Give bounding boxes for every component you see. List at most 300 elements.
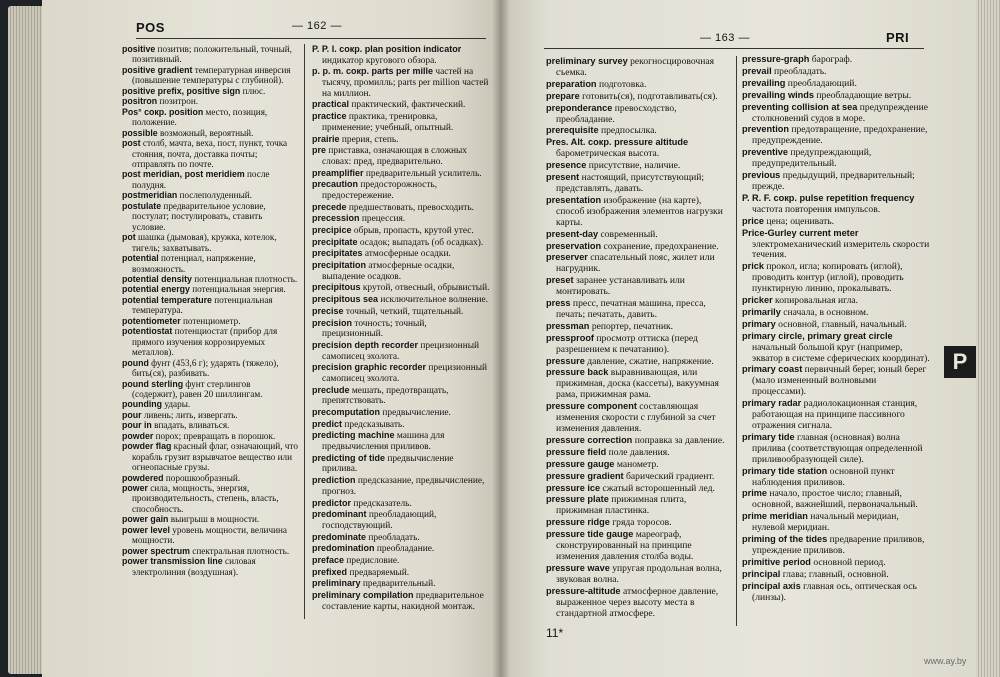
entry-headword: preamplifier: [312, 167, 364, 178]
dictionary-entry: [312, 340, 490, 362]
signature-mark: 11*: [546, 626, 564, 640]
dictionary-entry: [546, 459, 730, 471]
dictionary-entry: [312, 111, 490, 133]
entry-definition: барограф.: [809, 54, 853, 65]
dictionary-entry: [742, 147, 932, 170]
dictionary-entry: [312, 453, 490, 475]
dictionary-entry: [312, 213, 490, 225]
dictionary-entry: [742, 216, 932, 228]
entry-headword: primary tide station: [742, 465, 828, 476]
entry-headword: potential energy: [122, 284, 190, 295]
dictionary-entry: [742, 90, 932, 102]
dictionary-entry: [312, 590, 490, 612]
entry-headword: preliminary: [312, 578, 361, 589]
entry-definition: копировальная игла.: [772, 295, 859, 307]
entry-definition: сначала, в основном.: [780, 306, 869, 318]
dictionary-entry: [122, 546, 298, 556]
entry-headword: pressure field: [546, 446, 607, 457]
dictionary-entry: [546, 563, 730, 586]
dictionary-entry: [312, 260, 490, 282]
dictionary-entry: [742, 432, 932, 466]
entry-definition: предсказатель.: [351, 498, 412, 509]
dictionary-entry: [122, 316, 298, 326]
right-column-2: [742, 54, 932, 604]
dictionary-entry: [122, 473, 298, 483]
entry-definition: выравнивающая, или прижимная, доска (кассеты), вакуумная рама, прижимная рама.: [556, 367, 719, 401]
entry-headword: pound: [122, 357, 149, 368]
entry-headword: powdered: [122, 472, 164, 483]
dictionary-entry: [546, 333, 730, 356]
entry-headword: precision graphic recorder: [312, 362, 427, 373]
page-edges-right: [976, 0, 1000, 677]
entry-definition: атмосферное давление, выраженное через высоту места в стандартной атмосфере.: [556, 585, 719, 619]
dictionary-entry: [546, 241, 730, 253]
entry-definition: присутствие, наличие.: [586, 160, 681, 172]
entry-definition: потенциальная энергия.: [189, 284, 286, 295]
entry-definition: частота повторения импульсов.: [752, 203, 881, 215]
dictionary-entry: [546, 160, 730, 172]
entry-headword: pressure tide gauge: [546, 529, 634, 540]
entry-headword: predomination: [312, 543, 375, 554]
entry-headword: precipitate: [312, 236, 358, 247]
dictionary-entry: [122, 274, 298, 284]
right-column-divider: [736, 56, 737, 626]
dictionary-entry: [742, 102, 932, 125]
dictionary-entry: [546, 517, 730, 529]
entry-definition: потенциальная температура.: [132, 294, 273, 316]
entry-definition: первичный берег, юный берег (мало измененный волновыми процессами).: [752, 364, 927, 398]
dictionary-entry: [122, 253, 298, 274]
right-page-number: — 163 —: [700, 32, 750, 44]
dictionary-entry: [546, 494, 730, 517]
entry-definition: главная ось, оптическая ось (линзы).: [752, 580, 917, 603]
entry-definition: ливень; лить, извергать.: [141, 409, 238, 420]
entry-definition: преобладающие ветры.: [813, 89, 912, 101]
entry-headword: pressure correction: [546, 434, 633, 445]
entry-headword: possible: [122, 127, 158, 138]
entry-headword: preset: [546, 275, 574, 286]
dictionary-entry: [546, 275, 730, 298]
entry-headword: Pos° сокр. position: [122, 106, 204, 117]
dictionary-entry: [312, 306, 490, 318]
dictionary-entry: [122, 431, 298, 441]
entry-definition: барический градиент.: [623, 470, 715, 482]
dictionary-entry: [312, 225, 490, 237]
dictionary-entry: [122, 379, 298, 400]
entry-headword: precision depth recorder: [312, 339, 419, 350]
dictionary-entry: [122, 514, 298, 524]
entry-headword: prevail: [742, 65, 772, 76]
dictionary-entry: [312, 202, 490, 214]
dictionary-entry: [122, 232, 298, 253]
entry-headword: predominant: [312, 509, 367, 520]
entry-definition: предосторожность, предостережение.: [322, 180, 438, 201]
dictionary-entry: [742, 170, 932, 193]
dictionary-entry: [312, 99, 490, 111]
dictionary-entry: [312, 475, 490, 497]
entry-headword: positron: [122, 96, 158, 107]
dictionary-entry: [122, 86, 298, 96]
entry-definition: предсказание, предвычисление, прогноз.: [322, 476, 485, 497]
dictionary-entry: [742, 466, 932, 489]
dictionary-entry: [742, 78, 932, 90]
dictionary-entry: [122, 138, 298, 169]
dictionary-entry: [546, 447, 730, 459]
entry-definition: составляющая изменения скорости с глубиной за счет изменения давления.: [556, 401, 716, 434]
entry-definition: точный, четкий, тщательный.: [343, 306, 464, 317]
dictionary-entry: [546, 56, 730, 79]
dictionary-entry: [312, 555, 490, 567]
entry-headword: potential density: [122, 273, 192, 284]
entry-definition: просмотр оттиска (перед разрешением к печатанию).: [556, 332, 698, 355]
dictionary-entry: [312, 362, 490, 384]
book-spine-shadow: [492, 0, 510, 677]
entry-headword: P. P. I. сокр. plan position indicator: [312, 44, 462, 54]
entry-definition: силовая электролиния (воздушная).: [132, 556, 256, 577]
entry-definition: пресс, печатная машина, пресса, печать; печатать, давить.: [556, 298, 706, 320]
dictionary-entry: [546, 356, 730, 368]
entry-definition: начальный меридиан, нулевой меридиан.: [752, 511, 899, 534]
entry-definition: мешать, предотвращать, препятствовать.: [322, 385, 449, 407]
entry-headword: pour in: [122, 420, 152, 431]
dictionary-entry: [122, 107, 298, 128]
entry-headword: preface: [312, 554, 345, 565]
entry-definition: подготовка.: [596, 78, 647, 90]
entry-definition: сила, мощность, энергия, производительность, степень, власть, способность.: [132, 483, 279, 514]
entry-headword: pot: [122, 232, 136, 243]
entry-headword: pressure ice: [546, 482, 601, 493]
entry-headword: pressure plate: [546, 494, 609, 505]
entry-definition: предваряемый.: [347, 567, 410, 578]
entry-definition: сжатый всторошенный лед.: [600, 482, 715, 494]
entry-definition: спектральная плотность.: [189, 545, 290, 556]
dictionary-entry: [122, 201, 298, 232]
dictionary-entry: [742, 66, 932, 78]
entry-headword: pressure ridge: [546, 517, 610, 528]
entry-definition: преобладание.: [374, 544, 435, 555]
entry-definition: гряда торосов.: [609, 517, 672, 529]
dictionary-entry: [122, 295, 298, 316]
entry-headword: preservation: [546, 240, 602, 251]
entry-headword: primitive period: [742, 556, 811, 567]
entry-headword: powder flag: [122, 441, 172, 452]
dictionary-entry: [122, 441, 298, 472]
entry-definition: плюс.: [240, 85, 266, 96]
entry-headword: precipitation: [312, 260, 367, 271]
entry-headword: potential temperature: [122, 294, 212, 305]
dictionary-entry: [742, 295, 932, 307]
entry-definition: позитрон.: [157, 96, 199, 107]
dictionary-entry: [742, 569, 932, 581]
dictionary-entry: [122, 326, 298, 357]
entry-headword: precede: [312, 201, 347, 212]
entry-definition: порошкообразный.: [163, 472, 241, 483]
entry-definition: после полудня.: [132, 169, 270, 190]
dictionary-entry: [122, 420, 298, 430]
dictionary-entry: [122, 284, 298, 294]
entry-definition: предотвращение, предохранение, предупреждение.: [752, 124, 928, 147]
dictionary-entry: [742, 307, 932, 319]
dictionary-entry: [312, 237, 490, 249]
entry-definition: предшествовать, превосходить.: [346, 202, 475, 213]
dictionary-entry: [546, 401, 730, 435]
entry-definition: место, позиция, положение.: [132, 106, 268, 128]
entry-headword: precipitous sea: [312, 294, 379, 305]
entry-headword: principal axis: [742, 580, 801, 591]
entry-definition: температурная инверсия (повышение температуры с глубиной).: [132, 64, 291, 86]
entry-definition: потенциальная плотность.: [191, 273, 298, 284]
entry-definition: прижимная плита, прижимная пластинка.: [556, 494, 687, 517]
entry-definition: заранее устанавливать или монтировать.: [556, 275, 685, 298]
entry-headword: pressman: [546, 320, 590, 331]
entry-definition: изображение (на карте), способ изображения элементов нагрузки карты.: [556, 194, 723, 228]
dictionary-entry: [122, 483, 298, 514]
entry-headword: Price-Gurley current meter: [742, 227, 859, 238]
entry-headword: prevention: [742, 124, 789, 135]
entry-headword: pound sterling: [122, 378, 184, 389]
dictionary-entry: [122, 525, 298, 546]
entry-headword: preliminary compilation: [312, 590, 414, 600]
right-page: [500, 0, 976, 677]
dictionary-entry: [742, 488, 932, 511]
entry-headword: power gain: [122, 514, 169, 525]
entry-headword: pour: [122, 409, 142, 420]
entry-definition: основной период.: [810, 556, 886, 568]
entry-headword: precession: [312, 213, 360, 224]
dictionary-entry: [312, 567, 490, 579]
entry-definition: потенциометр.: [180, 315, 241, 326]
entry-definition: шашка (дымовая), кружка, котелок, тигель; захватывать.: [132, 232, 277, 253]
entry-headword: precipitates: [312, 248, 363, 259]
entry-definition: сохранение, предохранение.: [601, 240, 719, 252]
entry-headword: prairie: [312, 133, 340, 144]
dictionary-entry: [742, 261, 932, 295]
left-column-divider: [304, 44, 305, 619]
dictionary-entry: [546, 298, 730, 321]
dictionary-entry: [546, 79, 730, 91]
entry-headword: predominate: [312, 531, 367, 542]
entry-headword: powder: [122, 430, 154, 441]
entry-headword: price: [742, 215, 764, 226]
entry-definition: настоящий, присутствующий; представлять, давать.: [556, 172, 705, 194]
entry-definition: цена; оценивать.: [763, 215, 835, 227]
entry-headword: postulate: [122, 200, 162, 211]
right-header-word: PRI: [886, 30, 910, 45]
entry-headword: preclude: [312, 384, 350, 395]
entry-definition: предупреждение столкновений судов в море.: [752, 101, 929, 124]
entry-headword: primary coast: [742, 364, 803, 375]
entry-headword: primary circle, primary great circle: [742, 330, 893, 341]
entry-definition: начало, простое число; главный, основной, важнейший, первоначальный.: [752, 488, 918, 511]
entry-headword: presentation: [546, 194, 602, 205]
thumb-index-tab: P: [944, 346, 976, 378]
entry-headword: primary radar: [742, 398, 802, 409]
entry-definition: давление, сжатие, напряжение.: [584, 355, 714, 367]
entry-headword: pressure wave: [546, 562, 610, 573]
dictionary-entry: [312, 294, 490, 306]
entry-definition: преобладать.: [366, 532, 420, 543]
entry-definition: столб, мачта, веха, пост, пункт, точка стояния, почта, доставка почты; отправлять по почте.: [132, 138, 288, 169]
dictionary-entry: [122, 399, 298, 409]
dictionary-entry: [122, 169, 298, 190]
entry-definition: основной, главный, начальный.: [775, 318, 907, 330]
entry-definition: исключительное волнение.: [378, 295, 489, 306]
dictionary-entry: [546, 91, 730, 103]
dictionary-entry: [312, 134, 490, 146]
dictionary-entry: [312, 385, 490, 407]
dictionary-entry: [312, 407, 490, 419]
entry-headword: pressure component: [546, 401, 637, 412]
entry-headword: pressure-graph: [742, 54, 810, 64]
dictionary-entry: [742, 534, 932, 557]
entry-definition: индикатор кругового обзора.: [322, 55, 437, 66]
entry-headword: primary: [742, 318, 776, 329]
left-column-1: [122, 44, 298, 577]
dictionary-entry: [742, 398, 932, 432]
left-page-number: — 162 —: [292, 20, 342, 32]
dictionary-entry: [742, 581, 932, 604]
entry-headword: preponderance: [546, 102, 613, 113]
dictionary-entry: [312, 282, 490, 294]
entry-definition: радиолокационная станция, работающая на принципе пассивного отражения сигнала.: [752, 398, 918, 431]
entry-definition: упругая продольная волна, звуковая волна.: [556, 562, 722, 585]
dictionary-entry: [742, 511, 932, 534]
entry-headword: principal: [742, 568, 781, 579]
dictionary-entry: [312, 318, 490, 340]
entry-definition: глава; главный, основной.: [780, 568, 889, 580]
entry-definition: прецизионный самописец эхолота.: [322, 363, 488, 384]
entry-headword: pressure: [546, 355, 585, 366]
dictionary-entry: [742, 319, 932, 331]
entry-headword: predicting machine: [312, 430, 395, 441]
dictionary-entry: [546, 321, 730, 333]
dictionary-entry: [122, 556, 298, 577]
entry-headword: present-day: [546, 228, 599, 239]
entry-definition: преобладающий.: [785, 77, 857, 89]
entry-definition: практика, тренировка, применение; учебный, опытный.: [322, 112, 454, 133]
dictionary-entry: [312, 44, 490, 66]
entry-definition: уровень мощности, величина мощности.: [132, 524, 287, 546]
dictionary-entry: [742, 54, 932, 66]
entry-definition: поправка за давление.: [632, 434, 725, 446]
dictionary-entry: [546, 529, 730, 563]
entry-definition: возможный, вероятный.: [157, 127, 254, 138]
entry-headword: press: [546, 298, 571, 309]
entry-headword: pressure gradient: [546, 470, 624, 481]
entry-headword: pounding: [122, 399, 163, 410]
entry-definition: атмосферные осадки.: [362, 249, 451, 260]
dictionary-entry: [312, 145, 490, 167]
dictionary-entry: [742, 364, 932, 398]
entry-headword: preliminary survey: [546, 56, 628, 66]
entry-headword: prime meridian: [742, 511, 808, 522]
entry-headword: preventing collision at sea: [742, 101, 858, 112]
entry-headword: prick: [742, 261, 764, 272]
entry-headword: power spectrum: [122, 545, 190, 556]
entry-headword: primary tide: [742, 431, 795, 442]
entry-headword: prevailing: [742, 77, 786, 88]
left-header-word: POS: [136, 20, 165, 35]
entry-headword: pricker: [742, 295, 773, 306]
entry-definition: атмосферные осадки, выпадение осадков.: [322, 261, 455, 282]
dictionary-entry: [312, 66, 490, 99]
entry-definition: главная (основная) волна прилива (соответствующая определенной приливообразующей силе).: [752, 431, 923, 465]
dictionary-entry: [312, 532, 490, 544]
dictionary-entry: [312, 430, 490, 452]
entry-definition: предисловие.: [344, 555, 400, 566]
entry-definition: предвычисление прилива.: [322, 453, 454, 475]
entry-headword: pressure back: [546, 367, 609, 378]
entry-definition: машина для предвычисления приливов.: [322, 431, 445, 453]
dictionary-entry: [122, 410, 298, 420]
entry-headword: precipice: [312, 225, 352, 235]
entry-headword: potentiometer: [122, 315, 181, 326]
entry-headword: potentiostat: [122, 326, 173, 337]
left-header-rule: [136, 38, 486, 39]
entry-definition: манометр.: [614, 458, 659, 470]
entry-headword: prefixed: [312, 566, 348, 577]
entry-headword: precomputation: [312, 407, 381, 417]
entry-headword: postmeridian: [122, 190, 178, 201]
entry-definition: предсказывать.: [342, 419, 405, 430]
dictionary-entry: [312, 179, 490, 201]
dictionary-entry: [546, 229, 730, 241]
entry-definition: прерия, степь.: [339, 134, 399, 145]
dictionary-entry: [546, 252, 730, 275]
entry-headword: prerequisite: [546, 125, 599, 136]
entry-definition: спасательный пояс, жилет или нагрудник.: [556, 252, 715, 275]
dictionary-entry: [742, 228, 932, 262]
entry-headword: precipitous: [312, 282, 361, 293]
entry-definition: потенциал, напряжение, возможность.: [132, 253, 256, 274]
entry-definition: современный.: [598, 228, 658, 240]
entry-definition: послеполуденный.: [177, 190, 252, 201]
dictionary-entry: [546, 125, 730, 137]
entry-headword: prediction: [312, 475, 356, 486]
entry-definition: точность; точный, прецизионный.: [322, 318, 427, 340]
entry-headword: priming of the tides: [742, 534, 828, 545]
entry-definition: обрыв, пропасть, крутой утес.: [351, 226, 474, 236]
entry-definition: позитив; положительный, точный, позитивный.: [132, 44, 292, 65]
dictionary-entry: [546, 367, 730, 401]
entry-headword: positive prefix, positive sign: [122, 85, 241, 96]
dictionary-entry: [546, 103, 730, 126]
entry-definition: основной пункт наблюдения приливов.: [752, 465, 895, 488]
entry-headword: positive: [122, 44, 156, 54]
entry-definition: предварительное условие, постулат; постулировать, ставить условие.: [132, 200, 266, 232]
entry-definition: электромеханический измеритель скорости течения.: [752, 238, 930, 261]
entry-definition: прецессия.: [359, 214, 406, 225]
dictionary-entry: [312, 543, 490, 555]
entry-headword: pressure-altitude: [546, 585, 621, 596]
dictionary-entry: [122, 128, 298, 138]
dictionary-entry: [312, 248, 490, 260]
entry-definition: предыдущий, предварительный; прежде.: [752, 170, 915, 192]
entry-headword: preparation: [546, 78, 597, 89]
entry-headword: power transmission line: [122, 556, 223, 567]
entry-headword: primarily: [742, 306, 781, 317]
dictionary-entry: [312, 168, 490, 180]
entry-definition: потенциостат (прибор для прямого изучения коррозируемых металлов).: [132, 326, 278, 358]
entry-headword: predictor: [312, 497, 352, 508]
entry-headword: present: [546, 172, 580, 183]
dictionary-entry: [742, 193, 932, 216]
entry-headword: preserver: [546, 252, 588, 263]
dictionary-entry: [546, 435, 730, 447]
dictionary-entry: [742, 124, 932, 147]
dictionary-entry: [546, 195, 730, 229]
dictionary-entry: [546, 483, 730, 495]
